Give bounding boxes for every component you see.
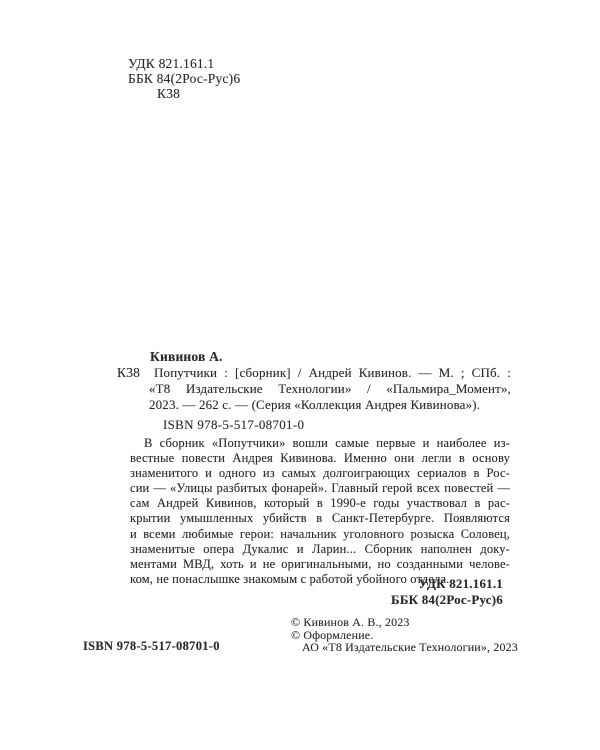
- bbk-code-top: ББК 84(2Рос-Рус)6: [128, 71, 241, 87]
- copyright-author-line: © Кивинов А. В., 2023: [291, 615, 410, 629]
- text-line: и всеми любимые герои: начальник уголовного розыска Соловец,: [130, 526, 510, 541]
- copyright-block: [291, 616, 518, 654]
- text-line: вестные повести Андрея Кивинова. Именно они легли в основу: [130, 451, 510, 466]
- text-line: крытии умышленных убийств в Санкт-Петербурге. Появляются: [130, 511, 510, 526]
- text-line: ком, не понаслышке знакомым с работой убойного отдела.: [130, 571, 450, 586]
- udc-code-top: УДК 821.161.1: [128, 56, 215, 71]
- text-line: ментами МВД, хоть и не оригинальными, но созданными челове-: [130, 556, 510, 571]
- bibliographic-record: [149, 365, 511, 413]
- bottom-classification-block: [391, 576, 503, 607]
- text-line: 2023. — 262 с. — (Серия «Коллекция Андрея Кивинова»).: [149, 397, 481, 412]
- author-heading: Кивинов А.: [150, 349, 223, 364]
- text-line: знаменитого и одного из самых долгоиграющих сериалов в Рос-: [130, 466, 510, 481]
- isbn-footer: ISBN 978-5-517-08701-0: [83, 639, 220, 653]
- top-classification-block: [128, 56, 240, 102]
- text-line: сам Андрей Кивинов, который в 1990-е годы участвовал в рас-: [130, 496, 510, 511]
- copyright-design-line: © Оформление.: [291, 627, 374, 642]
- author-sign-entry: К38: [117, 365, 141, 380]
- text-line: знаменитые опера Дукалис и Ларин... Сборник наполнен доку-: [130, 541, 510, 556]
- text-line: сии — «Улицы разбитых фонарей». Главный герой всех повестей —: [130, 481, 510, 496]
- copyright-publisher-line: АО «Т8 Издательские Технологии», 2023: [302, 640, 518, 654]
- author-sign-top: К38: [157, 86, 181, 102]
- bbk-code-bottom: ББК 84(2Рос-Рус)6: [391, 591, 503, 607]
- isbn-record-line: ISBN 978-5-517-08701-0: [163, 417, 305, 432]
- text-line: «Т8 Издательские Технологии» / «Пальмира_Момент»,: [149, 381, 511, 396]
- annotation-paragraph: [130, 436, 510, 587]
- text-line: В сборник «Попутчики» вошли самые первые и наиболее из-: [144, 436, 510, 450]
- text-line: Попутчики : [сборник] / Андрей Кивинов. — М. ; СПб. :: [154, 365, 511, 380]
- udc-code-bottom: УДК 821.161.1: [418, 576, 503, 591]
